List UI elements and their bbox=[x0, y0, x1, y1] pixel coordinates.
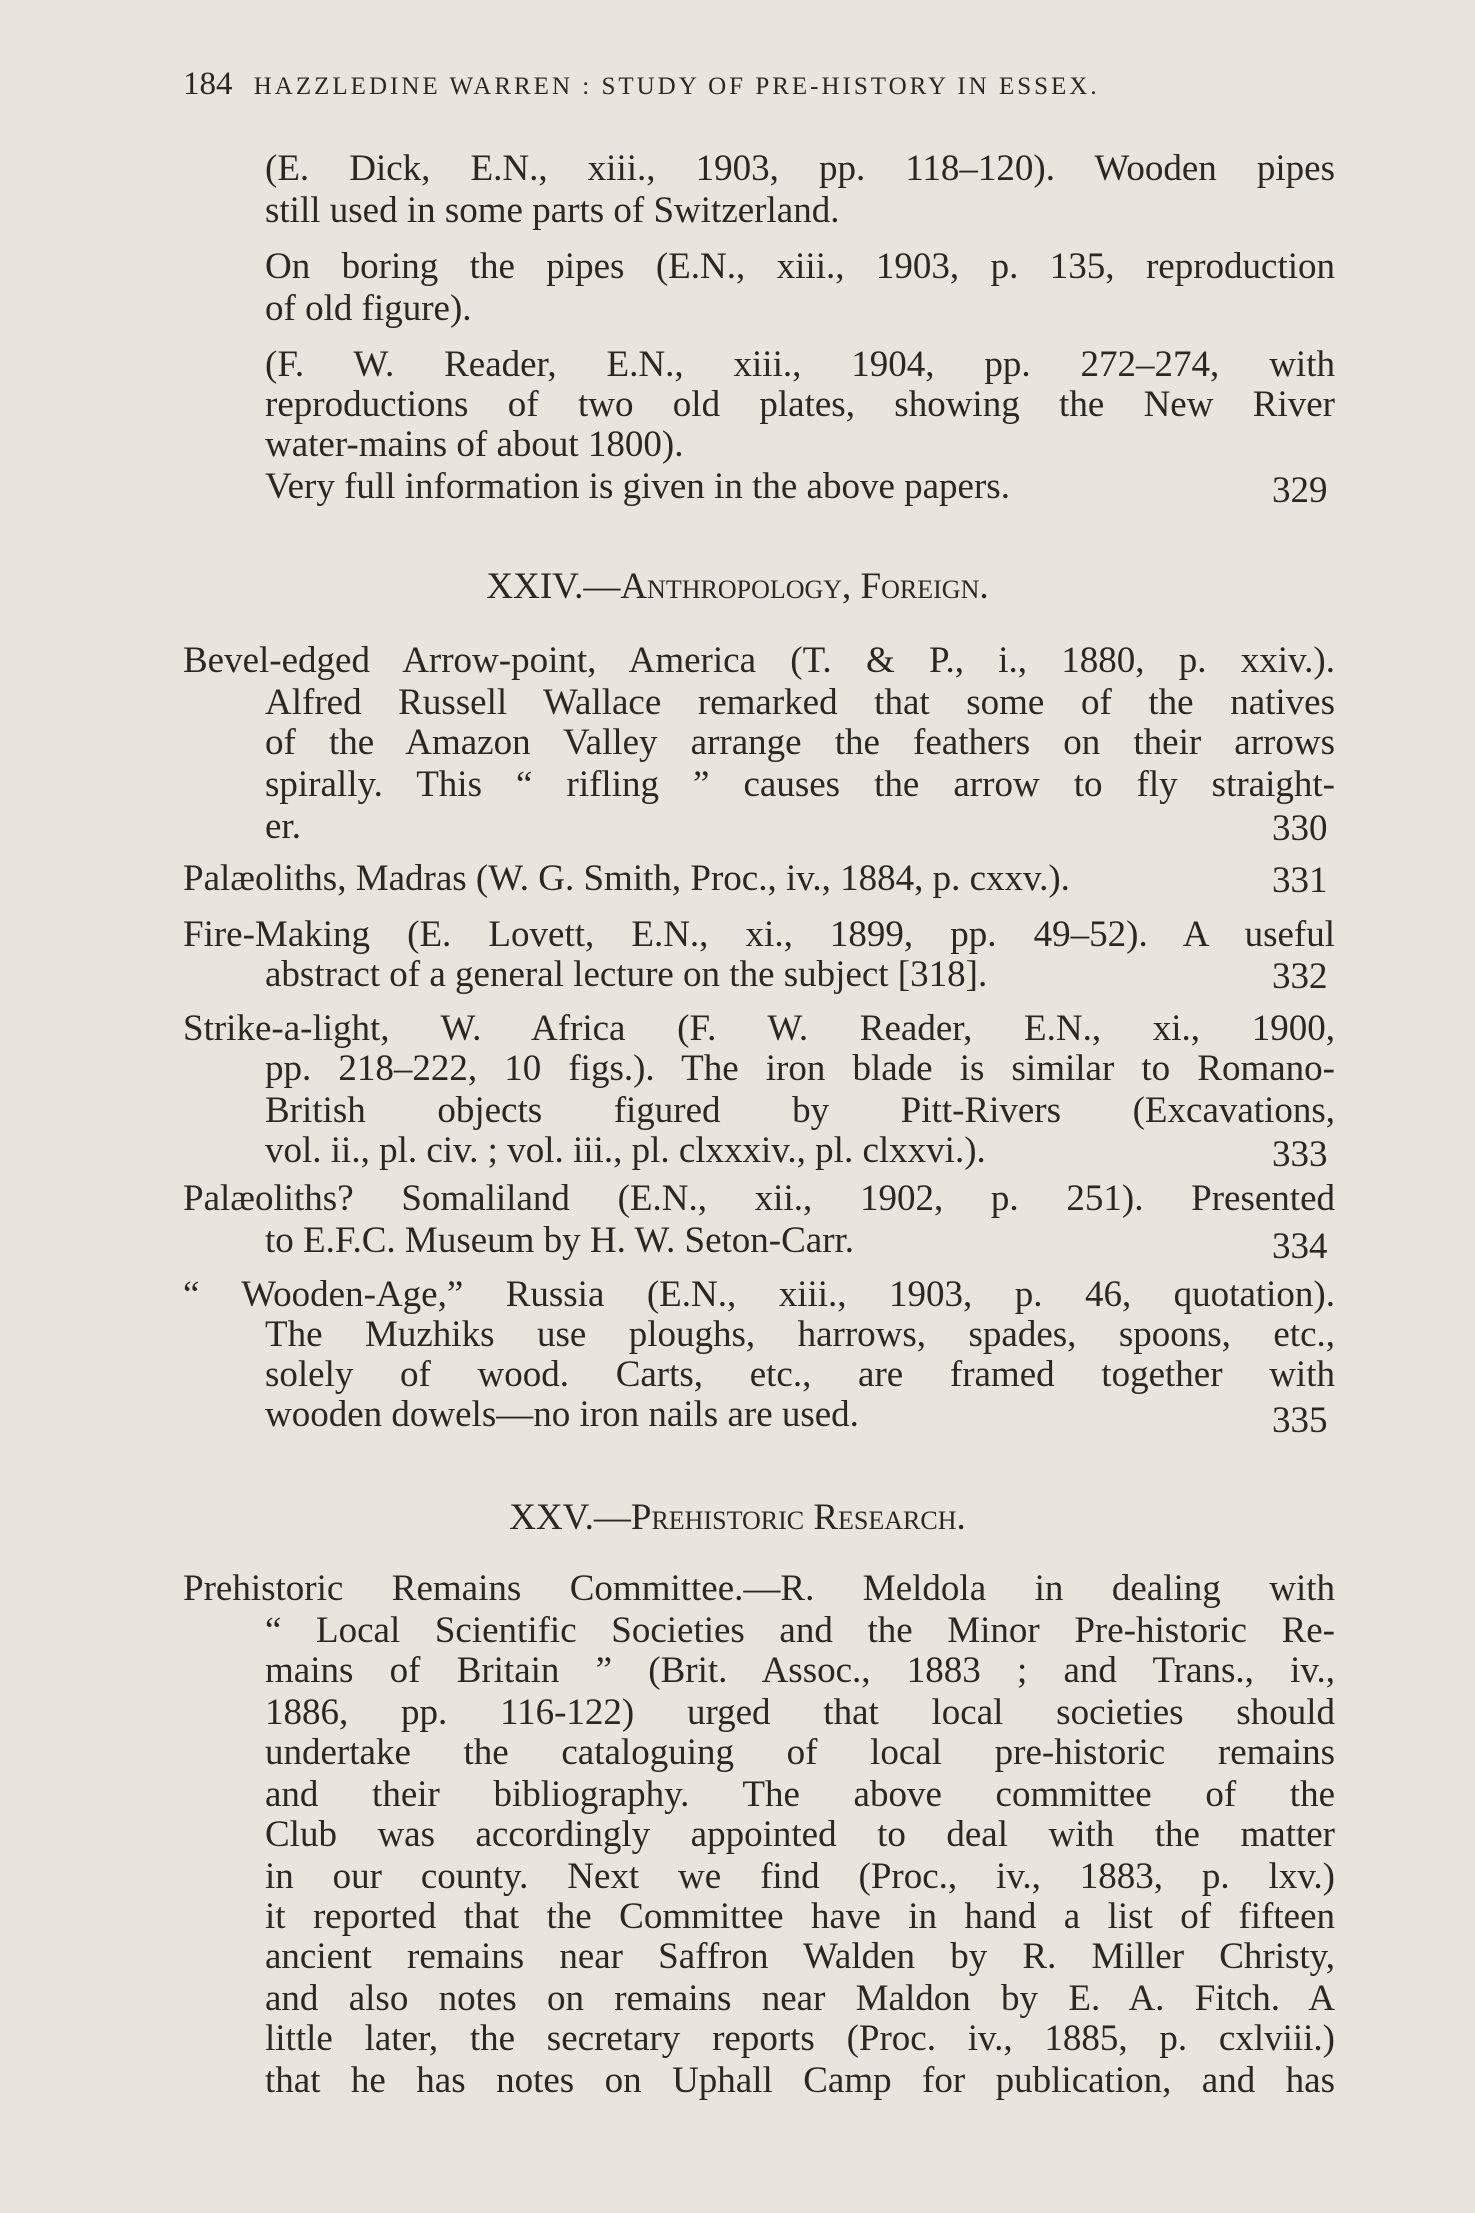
text-line: reproductions of two old plates, showing the New River bbox=[265, 384, 1335, 425]
entry-line: Alfred Russell Wallace remarked that some of the natives bbox=[265, 682, 1335, 723]
paragraph-line: ancient remains near Saffron Walden by R. Miller Christy, bbox=[265, 1936, 1335, 1977]
entry-line: Bevel-edged Arrow-point, America (T. & P., i., 1880, p. xxiv.). bbox=[183, 640, 1335, 681]
section-heading: XXV.—Prehistoric Research. bbox=[509, 1497, 966, 1538]
page-number: 184 bbox=[183, 66, 233, 102]
text-line: (E. Dick, E.N., xiii., 1903, pp. 118–120). Wooden pipes bbox=[265, 148, 1335, 189]
entry-line: abstract of a general lecture on the subject [318]. bbox=[265, 954, 988, 995]
entry-line: wooden dowels—no iron nails are used. bbox=[265, 1394, 859, 1435]
section-heading: XXIV.—Anthropology, Foreign. bbox=[486, 566, 989, 607]
paragraph-line: “ Local Scientific Societies and the Minor Pre-historic Re- bbox=[265, 1610, 1335, 1651]
entry-line: British objects figured by Pitt-Rivers (Excavations, bbox=[265, 1090, 1335, 1131]
entry-number: 330 bbox=[1272, 808, 1328, 849]
entry-line: to E.F.C. Museum by H. W. Seton-Carr. bbox=[265, 1220, 855, 1261]
text-line: of old figure). bbox=[265, 288, 472, 329]
paragraph-line: it reported that the Committee have in hand a list of fifteen bbox=[265, 1896, 1335, 1937]
running-header bbox=[183, 66, 1333, 103]
entry-line: solely of wood. Carts, etc., are framed together with bbox=[265, 1354, 1335, 1395]
entry-line: Strike-a-light, W. Africa (F. W. Reader, E.N., xi., 1900, bbox=[183, 1008, 1335, 1049]
entry-line: Fire-Making (E. Lovett, E.N., xi., 1899, pp. 49–52). A useful bbox=[183, 914, 1335, 955]
entry-line: Palæoliths? Somaliland (E.N., xii., 1902, p. 251). Presented bbox=[183, 1178, 1335, 1219]
paragraph-line: and also notes on remains near Maldon by E. A. Fitch. A bbox=[265, 1978, 1335, 2019]
running-title: HAZZLEDINE WARREN : STUDY OF PRE-HISTORY IN ESSEX. bbox=[253, 73, 1100, 100]
entry-line: “ Wooden-Age,” Russia (E.N., xiii., 1903, p. 46, quotation). bbox=[183, 1274, 1335, 1315]
paragraph-line: that he has notes on Uphall Camp for publication, and has bbox=[265, 2060, 1335, 2101]
paragraph-line: little later, the secretary reports (Proc. iv., 1885, p. cxlviii.) bbox=[265, 2018, 1335, 2059]
paragraph-line: in our county. Next we find (Proc., iv., 1883, p. lxv.) bbox=[265, 1856, 1335, 1897]
entry-line: spirally. This “ rifling ” causes the arrow to fly straight- bbox=[265, 764, 1335, 805]
entry-number: 332 bbox=[1272, 956, 1328, 997]
entry-line: vol. ii., pl. civ. ; vol. iii., pl. clxxxiv., pl. clxxvi.). bbox=[265, 1130, 986, 1171]
entry-line: er. bbox=[265, 806, 301, 847]
text-line: On boring the pipes (E.N., xiii., 1903, p. 135, reproduction bbox=[265, 246, 1335, 287]
text-line: water-mains of about 1800). bbox=[265, 424, 684, 465]
entry-number: 334 bbox=[1272, 1226, 1328, 1267]
text-line: Very full information is given in the above papers. bbox=[265, 466, 1010, 507]
paragraph-line: undertake the cataloguing of local pre-historic remains bbox=[265, 1732, 1335, 1773]
text-line: still used in some parts of Switzerland. bbox=[265, 190, 840, 231]
entry-number: 333 bbox=[1272, 1134, 1328, 1175]
entry-number: 335 bbox=[1272, 1400, 1328, 1441]
entry-line: Palæoliths, Madras (W. G. Smith, Proc., iv., 1884, p. cxxv.). bbox=[183, 858, 1070, 899]
paragraph-line: Prehistoric Remains Committee.—R. Meldola in dealing with bbox=[183, 1568, 1335, 1609]
entry-line: The Muzhiks use ploughs, harrows, spades, spoons, etc., bbox=[265, 1314, 1335, 1355]
entry-line: of the Amazon Valley arrange the feathers on their arrows bbox=[265, 722, 1335, 763]
entry-number: 331 bbox=[1272, 860, 1328, 901]
paragraph-line: and their bibliography. The above committee of the bbox=[265, 1774, 1335, 1815]
paragraph-line: 1886, pp. 116-122) urged that local societies should bbox=[265, 1692, 1335, 1733]
entry-line: pp. 218–222, 10 figs.). The iron blade is similar to Romano- bbox=[265, 1048, 1335, 1089]
paragraph-line: mains of Britain ” (Brit. Assoc., 1883 ; and Trans., iv., bbox=[265, 1650, 1335, 1691]
paragraph-line: Club was accordingly appointed to deal with the matter bbox=[265, 1814, 1335, 1855]
text-line: (F. W. Reader, E.N., xiii., 1904, pp. 272–274, with bbox=[265, 344, 1335, 385]
entry-number: 329 bbox=[1272, 470, 1328, 511]
